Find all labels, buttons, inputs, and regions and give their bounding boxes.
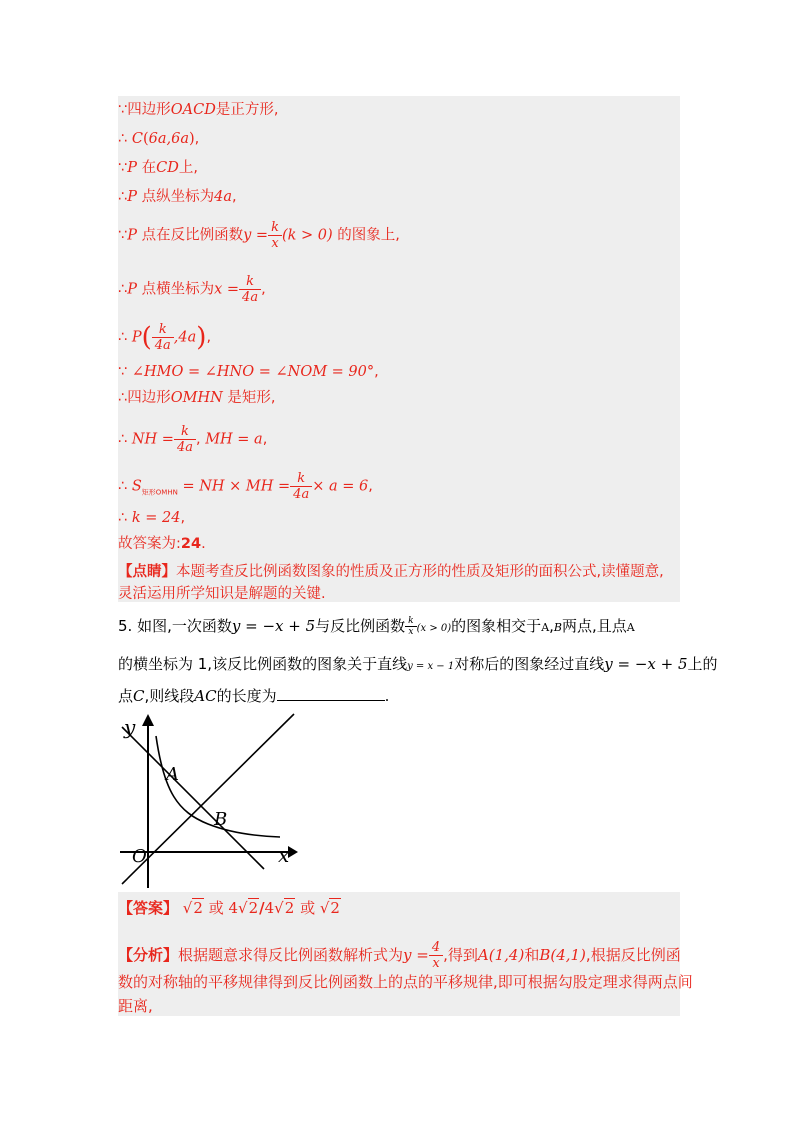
solution-line-1: ∵四边形OACD是正方形, bbox=[118, 102, 279, 118]
y-label: y bbox=[124, 715, 136, 739]
answer-blank[interactable] bbox=[277, 686, 385, 701]
x-axis-arrow bbox=[288, 846, 298, 858]
comment-line-2: 灵活运用所学知识是解题的关键. bbox=[118, 586, 326, 602]
solution-line-3: ∵P 在CD上, bbox=[118, 160, 198, 176]
question-line-3: 点C,则线段AC的长度为 . bbox=[118, 687, 390, 705]
solution-line-7: ∴ P( $\frac{k}{4a}$ ,4a), bbox=[118, 322, 212, 353]
comment-line-1: 【点睛】本题考查反比例函数图象的性质及正方形的性质及矩形的面积公式,读懂题意, bbox=[118, 564, 664, 580]
y-axis-arrow bbox=[142, 714, 154, 726]
solution-line-12: ∴ k = 24, bbox=[118, 510, 186, 526]
solution-line-5: ∵P 点在反比例函数y = $\frac{k}{x}$ (k > 0) 的图象上, bbox=[118, 220, 400, 251]
question-line-1: 5. 如图,一次函数y = −x + 5与反比例函数 $\frac{k}{x}$ (x > 0)的图象相交于A,B两点,且点A bbox=[118, 616, 635, 637]
analysis-line-2: 数的对称轴的平移规律得到反比例函数上的点的平移规律,即可根据勾股定理求得两点间 bbox=[118, 973, 693, 991]
point-a-label: A bbox=[166, 764, 179, 785]
sqrt-term: √2 bbox=[182, 899, 203, 917]
graph-figure bbox=[118, 712, 298, 890]
solution-line-4: ∴P 点纵坐标为4a, bbox=[118, 189, 237, 205]
x-label: x bbox=[278, 843, 290, 867]
solution-line-11: ∴ $S_{矩形OMHN}$ = NH × MH = $\frac{k}{4a}$ × a = 6, bbox=[118, 471, 373, 502]
solution-line-8: ∵ ∠HMO = ∠HNO = ∠NOM = 90°, bbox=[118, 364, 379, 380]
analysis-line-3: 距离, bbox=[118, 997, 153, 1015]
answer-box bbox=[118, 892, 693, 1016]
solution-line-10: ∴ NH = $\frac{k}{4a}$ , MH = a, bbox=[118, 424, 268, 455]
solution-line-9: ∴四边形OMHN 是矩形, bbox=[118, 390, 276, 406]
point-b-label: B bbox=[214, 809, 228, 830]
origin-label: O bbox=[132, 846, 147, 867]
solution-line-13: 故答案为:24. bbox=[118, 536, 206, 552]
answer-line: 【答案】 √2 或 4√2/4√2 或 √2 bbox=[118, 899, 340, 917]
question-line-2: 的横坐标为 1,该反比例函数的图象关于直线y = x − 1对称后的图象经过直线y = −x + 5上的 bbox=[118, 655, 718, 673]
solution-line-2: ∴ C(6a,6a), bbox=[118, 131, 200, 147]
analysis-line-1: 【分析】根据题意求得反比例函数解析式为y = $\frac{4}{x}$ ,得到A(1,4)和B(4,1),根据反比例函 bbox=[118, 940, 681, 971]
solution-line-6: ∴P 点横坐标为x = $\frac{k}{4a}$ , bbox=[118, 274, 266, 305]
solution-box bbox=[118, 96, 680, 602]
